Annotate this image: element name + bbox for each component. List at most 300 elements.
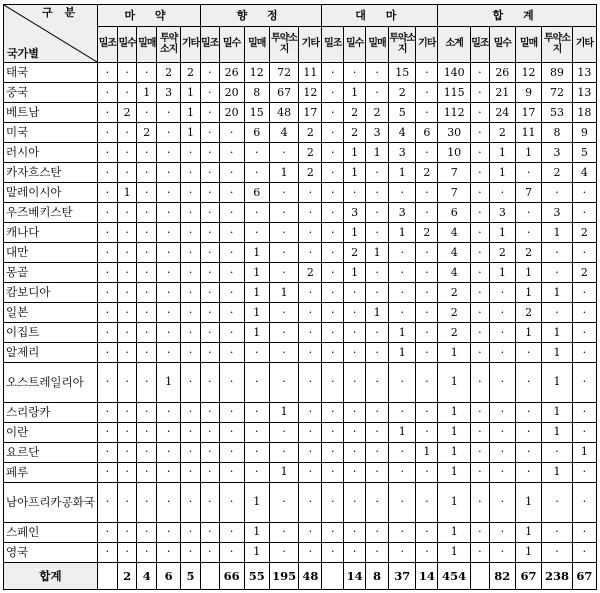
- value-cell: ·: [157, 402, 181, 422]
- sub-header: 밀매: [366, 27, 389, 63]
- value-cell: ·: [515, 222, 541, 242]
- value-cell: ·: [137, 242, 157, 262]
- sub-header: 밀조: [200, 27, 219, 63]
- value-cell: ·: [200, 402, 219, 422]
- value-cell: ·: [269, 422, 299, 442]
- value-cell: 1: [515, 262, 541, 282]
- value-cell: ·: [344, 442, 366, 462]
- value-cell: ·: [244, 402, 269, 422]
- sub-header: 밀매: [515, 27, 541, 63]
- value-cell: 1: [438, 402, 471, 422]
- value-cell: 1: [515, 522, 541, 542]
- value-cell: 1: [269, 162, 299, 182]
- value-cell: ·: [244, 342, 269, 362]
- value-cell: 2: [344, 242, 366, 262]
- value-cell: ·: [98, 362, 118, 402]
- value-cell: ·: [471, 63, 490, 83]
- sub-header: 밀수: [117, 27, 137, 63]
- value-cell: ·: [269, 262, 299, 282]
- table-row: [4, 462, 597, 482]
- value-cell: 1: [244, 242, 269, 262]
- value-cell: ·: [366, 63, 389, 83]
- value-cell: ·: [181, 142, 201, 162]
- value-cell: 1: [244, 302, 269, 322]
- country-name: 중국: [4, 82, 98, 102]
- value-cell: ·: [219, 422, 244, 442]
- value-cell: ·: [200, 462, 219, 482]
- value-cell: 6: [244, 182, 269, 202]
- value-cell: ·: [542, 262, 573, 282]
- value-cell: 2: [389, 82, 416, 102]
- value-cell: 17: [515, 102, 541, 122]
- value-cell: ·: [117, 82, 137, 102]
- value-cell: ·: [269, 302, 299, 322]
- value-cell: ·: [98, 542, 118, 562]
- country-name: 카자흐스탄: [4, 162, 98, 182]
- value-cell: ·: [322, 102, 344, 122]
- value-cell: 1: [244, 282, 269, 302]
- value-cell: ·: [366, 462, 389, 482]
- value-cell: ·: [344, 63, 366, 83]
- value-cell: ·: [181, 342, 201, 362]
- value-cell: ·: [98, 522, 118, 542]
- value-cell: ·: [344, 402, 366, 422]
- value-cell: ·: [471, 522, 490, 542]
- header-group-row: [4, 5, 597, 27]
- value-cell: 9: [572, 122, 596, 142]
- value-cell: ·: [137, 522, 157, 542]
- value-cell: ·: [344, 322, 366, 342]
- value-cell: ·: [200, 322, 219, 342]
- value-cell: ·: [471, 82, 490, 102]
- value-cell: ·: [322, 82, 344, 102]
- value-cell: ·: [366, 322, 389, 342]
- value-cell: 72: [269, 63, 299, 83]
- value-cell: ·: [572, 282, 596, 302]
- value-cell: 3: [542, 202, 573, 222]
- value-cell: ·: [471, 302, 490, 322]
- value-cell: ·: [389, 542, 416, 562]
- value-cell: ·: [244, 362, 269, 402]
- value-cell: 1: [515, 282, 541, 302]
- value-cell: 11: [515, 122, 541, 142]
- value-cell: 4: [438, 262, 471, 282]
- value-cell: ·: [181, 262, 201, 282]
- value-cell: 5: [572, 142, 596, 162]
- value-cell: 2: [117, 102, 137, 122]
- value-cell: ·: [181, 162, 201, 182]
- sub-header: 기타: [299, 27, 322, 63]
- value-cell: ·: [299, 342, 322, 362]
- value-cell: ·: [416, 342, 438, 362]
- value-cell: 2: [344, 122, 366, 142]
- value-cell: ·: [471, 122, 490, 142]
- value-cell: ·: [98, 242, 118, 262]
- value-cell: 1: [344, 162, 366, 182]
- value-cell: ·: [416, 422, 438, 442]
- value-cell: ·: [157, 322, 181, 342]
- value-cell: ·: [572, 362, 596, 402]
- value-cell: 7: [438, 162, 471, 182]
- value-cell: 1: [572, 442, 596, 462]
- value-cell: 2: [299, 142, 322, 162]
- value-cell: ·: [322, 302, 344, 322]
- value-cell: 1: [438, 362, 471, 402]
- value-cell: 2: [181, 63, 201, 83]
- value-cell: 1: [438, 462, 471, 482]
- value-cell: ·: [137, 182, 157, 202]
- value-cell: ·: [322, 262, 344, 282]
- value-cell: ·: [200, 442, 219, 462]
- table-row: [4, 522, 597, 542]
- value-cell: ·: [200, 362, 219, 402]
- value-cell: ·: [117, 242, 137, 262]
- value-cell: ·: [299, 422, 322, 442]
- value-cell: ·: [366, 442, 389, 462]
- drug-crime-by-country-table: [3, 4, 597, 590]
- value-cell: 2: [137, 122, 157, 142]
- value-cell: 2: [489, 122, 515, 142]
- value-cell: ·: [471, 162, 490, 182]
- value-cell: 8: [244, 82, 269, 102]
- table-row: [4, 262, 597, 282]
- value-cell: ·: [181, 422, 201, 442]
- country-name: 이집트: [4, 322, 98, 342]
- value-cell: ·: [98, 342, 118, 362]
- corner-top-label: 구 분: [41, 6, 80, 19]
- group-header-cannabis: 대 마: [322, 5, 438, 27]
- value-cell: ·: [471, 282, 490, 302]
- value-cell: ·: [515, 362, 541, 402]
- value-cell: ·: [515, 462, 541, 482]
- country-name: 말레이시아: [4, 182, 98, 202]
- value-cell: 1: [438, 482, 471, 522]
- value-cell: ·: [322, 122, 344, 142]
- value-cell: ·: [98, 63, 118, 83]
- value-cell: 3: [157, 82, 181, 102]
- value-cell: ·: [389, 302, 416, 322]
- value-cell: ·: [366, 82, 389, 102]
- value-cell: ·: [219, 402, 244, 422]
- value-cell: ·: [489, 482, 515, 522]
- value-cell: 26: [219, 63, 244, 83]
- value-cell: 1: [489, 222, 515, 242]
- value-cell: ·: [181, 222, 201, 242]
- value-cell: 4: [438, 222, 471, 242]
- table-row: [4, 322, 597, 342]
- table-row: [4, 162, 597, 182]
- value-cell: 3: [489, 202, 515, 222]
- value-cell: 2: [299, 122, 322, 142]
- value-cell: ·: [269, 482, 299, 522]
- corner-bottom-label: 국가별: [7, 47, 39, 61]
- value-cell: ·: [137, 462, 157, 482]
- value-cell: 1: [244, 542, 269, 562]
- table-row: [4, 82, 597, 102]
- value-cell: ·: [471, 322, 490, 342]
- value-cell: ·: [489, 302, 515, 322]
- value-cell: ·: [299, 322, 322, 342]
- value-cell: 1: [366, 242, 389, 262]
- value-cell: ·: [117, 122, 137, 142]
- value-cell: ·: [389, 482, 416, 522]
- value-cell: 11: [299, 63, 322, 83]
- value-cell: 4: [572, 162, 596, 182]
- value-cell: ·: [542, 482, 573, 522]
- value-cell: ·: [137, 322, 157, 342]
- sub-header: 밀수: [219, 27, 244, 63]
- value-cell: ·: [137, 63, 157, 83]
- sub-header: 밀매: [137, 27, 157, 63]
- value-cell: ·: [299, 462, 322, 482]
- table-row: [4, 122, 597, 142]
- value-cell: 115: [438, 82, 471, 102]
- value-cell: ·: [157, 242, 181, 262]
- value-cell: ·: [98, 142, 118, 162]
- sub-header: 소계: [438, 27, 471, 63]
- value-cell: 2: [299, 162, 322, 182]
- total-cell: [200, 562, 219, 589]
- value-cell: ·: [322, 182, 344, 202]
- value-cell: ·: [322, 282, 344, 302]
- value-cell: ·: [366, 282, 389, 302]
- value-cell: ·: [489, 282, 515, 302]
- value-cell: 1: [137, 82, 157, 102]
- value-cell: ·: [219, 322, 244, 342]
- value-cell: ·: [322, 442, 344, 462]
- value-cell: ·: [181, 302, 201, 322]
- value-cell: ·: [489, 422, 515, 442]
- value-cell: ·: [117, 222, 137, 242]
- value-cell: ·: [157, 142, 181, 162]
- value-cell: ·: [572, 402, 596, 422]
- value-cell: ·: [471, 482, 490, 522]
- value-cell: ·: [219, 122, 244, 142]
- value-cell: ·: [471, 182, 490, 202]
- value-cell: ·: [200, 202, 219, 222]
- total-cell: 14: [416, 562, 438, 589]
- table-row: [4, 142, 597, 162]
- value-cell: 2: [438, 302, 471, 322]
- value-cell: ·: [181, 362, 201, 402]
- value-cell: 4: [389, 122, 416, 142]
- country-name: 남아프리카공화국: [4, 482, 98, 522]
- value-cell: ·: [157, 522, 181, 542]
- value-cell: 1: [515, 322, 541, 342]
- value-cell: ·: [137, 142, 157, 162]
- value-cell: ·: [200, 242, 219, 262]
- value-cell: ·: [219, 362, 244, 402]
- value-cell: ·: [416, 142, 438, 162]
- value-cell: ·: [489, 342, 515, 362]
- value-cell: 1: [389, 162, 416, 182]
- value-cell: 26: [489, 63, 515, 83]
- value-cell: ·: [157, 262, 181, 282]
- value-cell: ·: [200, 342, 219, 362]
- value-cell: ·: [219, 482, 244, 522]
- value-cell: ·: [299, 362, 322, 402]
- value-cell: 1: [438, 422, 471, 442]
- value-cell: ·: [542, 182, 573, 202]
- value-cell: 3: [389, 202, 416, 222]
- value-cell: ·: [181, 402, 201, 422]
- value-cell: ·: [344, 302, 366, 322]
- value-cell: ·: [200, 122, 219, 142]
- value-cell: 2: [157, 63, 181, 83]
- value-cell: 1: [438, 522, 471, 542]
- total-cell: 66: [219, 562, 244, 589]
- country-name: 요르단: [4, 442, 98, 462]
- value-cell: ·: [542, 302, 573, 322]
- country-name: 페루: [4, 462, 98, 482]
- value-cell: 1: [344, 142, 366, 162]
- value-cell: ·: [416, 82, 438, 102]
- value-cell: 2: [344, 102, 366, 122]
- country-name: 일본: [4, 302, 98, 322]
- value-cell: ·: [299, 222, 322, 242]
- value-cell: 1: [244, 322, 269, 342]
- country-name: 태국: [4, 63, 98, 83]
- value-cell: ·: [322, 322, 344, 342]
- value-cell: 140: [438, 63, 471, 83]
- value-cell: ·: [416, 63, 438, 83]
- value-cell: 3: [366, 122, 389, 142]
- table-row: [4, 402, 597, 422]
- value-cell: 21: [489, 82, 515, 102]
- value-cell: ·: [157, 422, 181, 442]
- value-cell: ·: [269, 442, 299, 462]
- value-cell: ·: [322, 342, 344, 362]
- value-cell: ·: [200, 102, 219, 122]
- value-cell: 13: [572, 82, 596, 102]
- value-cell: 2: [416, 162, 438, 182]
- table-row: [4, 222, 597, 242]
- value-cell: ·: [98, 322, 118, 342]
- value-cell: 1: [117, 182, 137, 202]
- value-cell: 53: [542, 102, 573, 122]
- total-cell: 454: [438, 562, 471, 589]
- total-cell: 67: [572, 562, 596, 589]
- value-cell: ·: [98, 162, 118, 182]
- value-cell: 17: [299, 102, 322, 122]
- value-cell: ·: [219, 242, 244, 262]
- value-cell: 112: [438, 102, 471, 122]
- value-cell: ·: [572, 462, 596, 482]
- value-cell: ·: [137, 302, 157, 322]
- value-cell: ·: [117, 482, 137, 522]
- value-cell: ·: [137, 482, 157, 522]
- value-cell: ·: [219, 522, 244, 542]
- sub-header: 투약소지: [269, 27, 299, 63]
- value-cell: ·: [98, 302, 118, 322]
- value-cell: ·: [572, 302, 596, 322]
- value-cell: ·: [322, 462, 344, 482]
- table-row: [4, 102, 597, 122]
- value-cell: ·: [471, 222, 490, 242]
- value-cell: 2: [489, 242, 515, 262]
- value-cell: ·: [344, 482, 366, 522]
- value-cell: ·: [98, 82, 118, 102]
- value-cell: ·: [98, 222, 118, 242]
- value-cell: 1: [542, 422, 573, 442]
- value-cell: ·: [219, 262, 244, 282]
- value-cell: ·: [137, 542, 157, 562]
- table-row: [4, 422, 597, 442]
- value-cell: ·: [344, 522, 366, 542]
- value-cell: ·: [157, 462, 181, 482]
- value-cell: ·: [117, 162, 137, 182]
- sub-header: 기타: [572, 27, 596, 63]
- value-cell: 1: [269, 462, 299, 482]
- value-cell: ·: [269, 542, 299, 562]
- value-cell: ·: [471, 242, 490, 262]
- table-row: [4, 342, 597, 362]
- value-cell: ·: [471, 422, 490, 442]
- value-cell: ·: [181, 442, 201, 462]
- sub-header: 투약소지: [157, 27, 181, 63]
- value-cell: ·: [200, 302, 219, 322]
- value-cell: 2: [572, 262, 596, 282]
- value-cell: ·: [137, 162, 157, 182]
- value-cell: ·: [137, 422, 157, 442]
- value-cell: 20: [219, 102, 244, 122]
- value-cell: ·: [389, 242, 416, 262]
- value-cell: ·: [137, 402, 157, 422]
- table-row: [4, 302, 597, 322]
- value-cell: 2: [438, 322, 471, 342]
- value-cell: ·: [471, 362, 490, 402]
- value-cell: ·: [416, 462, 438, 482]
- value-cell: ·: [137, 202, 157, 222]
- value-cell: ·: [471, 102, 490, 122]
- value-cell: ·: [157, 542, 181, 562]
- country-name: 캐나다: [4, 222, 98, 242]
- value-cell: ·: [572, 482, 596, 522]
- country-name: 이란: [4, 422, 98, 442]
- value-cell: ·: [117, 442, 137, 462]
- value-cell: ·: [200, 482, 219, 522]
- value-cell: 1: [269, 402, 299, 422]
- value-cell: ·: [322, 63, 344, 83]
- value-cell: ·: [572, 522, 596, 542]
- total-cell: 6: [157, 562, 181, 589]
- value-cell: ·: [299, 302, 322, 322]
- value-cell: ·: [471, 402, 490, 422]
- value-cell: ·: [181, 282, 201, 302]
- value-cell: 1: [157, 362, 181, 402]
- value-cell: 8: [542, 122, 573, 142]
- sub-header: 밀수: [489, 27, 515, 63]
- value-cell: ·: [200, 542, 219, 562]
- total-cell: 82: [489, 562, 515, 589]
- value-cell: ·: [157, 182, 181, 202]
- value-cell: 2: [366, 102, 389, 122]
- value-cell: 1: [389, 222, 416, 242]
- value-cell: 2: [416, 222, 438, 242]
- value-cell: ·: [299, 442, 322, 462]
- value-cell: ·: [181, 542, 201, 562]
- value-cell: 1: [389, 422, 416, 442]
- value-cell: ·: [269, 522, 299, 542]
- value-cell: ·: [389, 262, 416, 282]
- country-name: 영국: [4, 542, 98, 562]
- sub-header: 밀매: [244, 27, 269, 63]
- value-cell: ·: [157, 482, 181, 522]
- value-cell: 1: [244, 522, 269, 542]
- value-cell: ·: [219, 202, 244, 222]
- value-cell: ·: [322, 542, 344, 562]
- value-cell: ·: [200, 262, 219, 282]
